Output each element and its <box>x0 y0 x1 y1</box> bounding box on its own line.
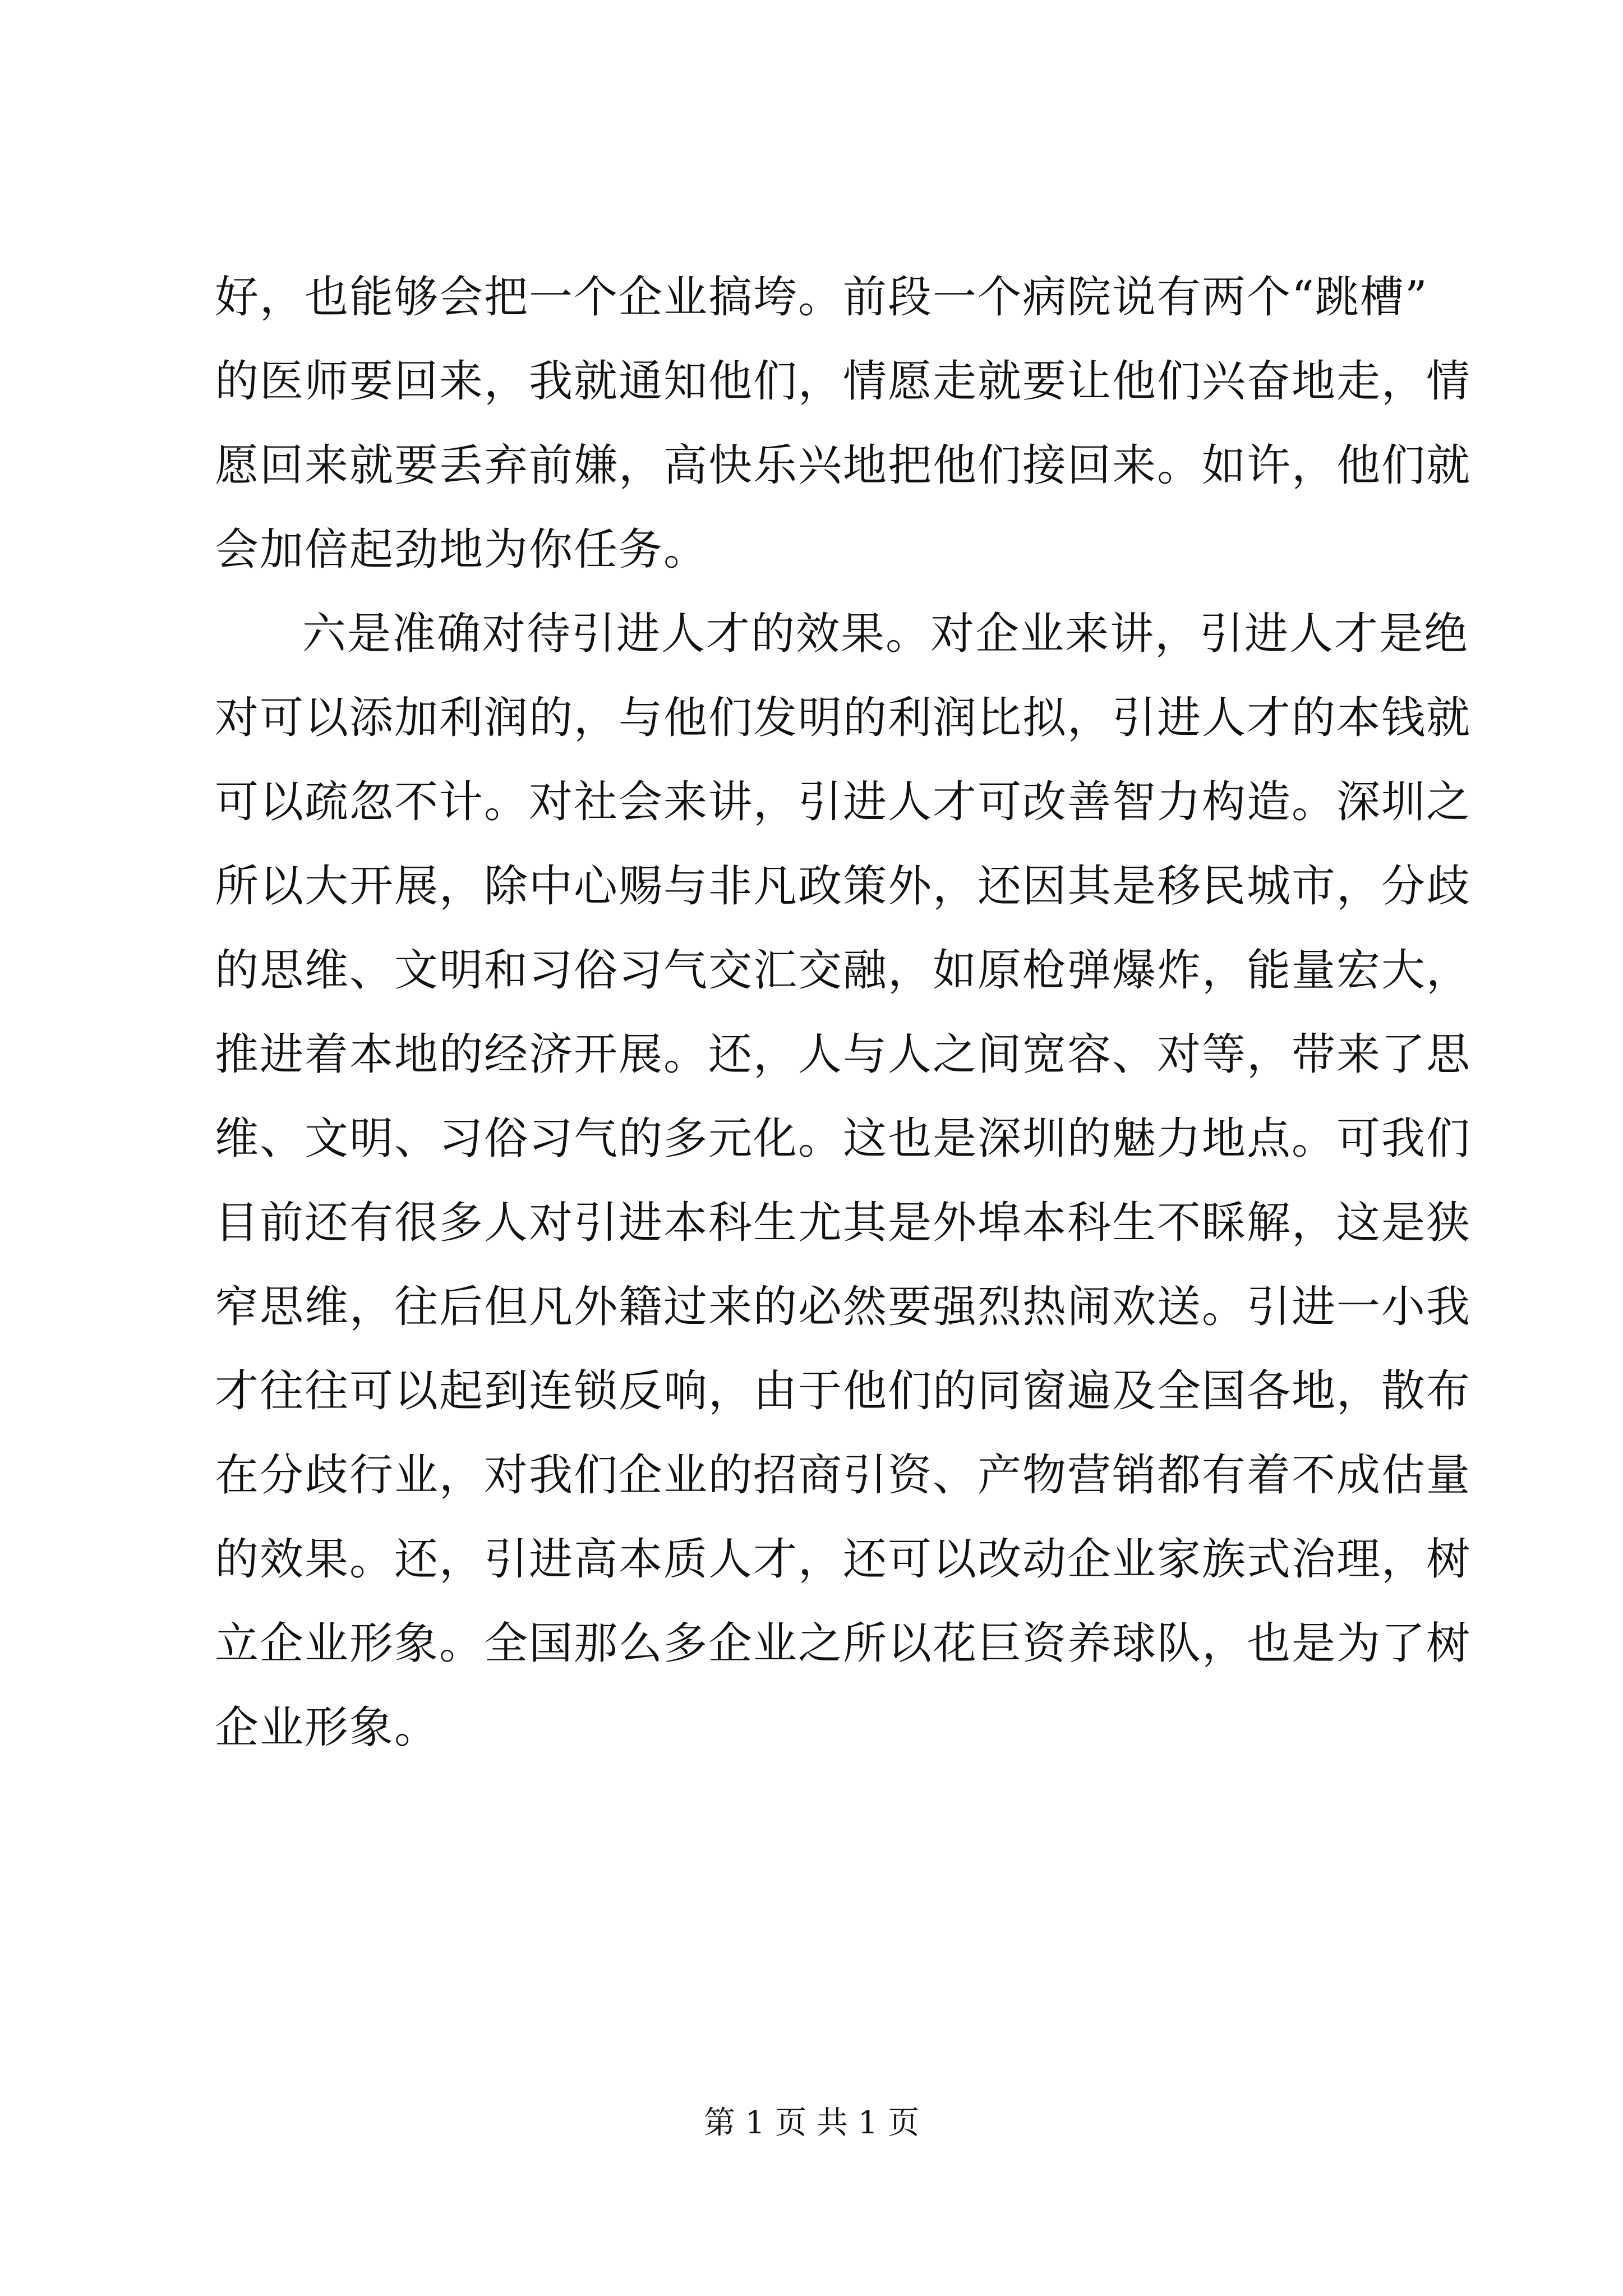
paragraph-line: 推进着本地的经济开展。还，人与人之间宽容、对等，带来了思 <box>215 1029 1472 1080</box>
paragraph-line: 窄思维，往后但凡外籍过来的必然要强烈热闹欢送。引进一小我 <box>215 1282 1472 1332</box>
paragraph-line: 会加倍起劲地为你任务。 <box>215 524 709 575</box>
paragraph-line: 才往往可以起到连锁反响，由于他们的同窗遍及全国各地，散布 <box>215 1366 1472 1416</box>
paragraph-1 <box>215 255 1472 592</box>
paragraph-2 <box>215 592 1472 1770</box>
paragraph-line: 可以疏忽不计。对社会来讲，引进人才可改善智力构造。深圳之 <box>215 777 1472 827</box>
paragraph-line: 在分歧行业，对我们企业的招商引资、产物营销都有着不成估量 <box>215 1450 1472 1501</box>
paragraph-line: 愿回来就要丢弃前嫌，高快乐兴地把他们接回来。如许，他们就 <box>215 440 1472 491</box>
paragraph-line: 的医师要回来，我就通知他们，情愿走就要让他们兴奋地走，情 <box>215 356 1472 407</box>
paragraph-line: 六是准确对待引进人才的效果。对企业来讲，引进人才是绝 <box>302 609 1469 659</box>
paragraph-line: 的效果。还，引进高本质人才，还可以改动企业家族式治理，树 <box>215 1534 1472 1585</box>
paragraph-line: 的思维、文明和习俗习气交汇交融，如原枪弹爆炸，能量宏大， <box>215 945 1472 996</box>
paragraph-line: 立企业形象。全国那么多企业之所以花巨资养球队，也是为了树 <box>215 1618 1472 1669</box>
paragraph-line: 好，也能够会把一个企业搞垮。前段一个病院说有两个“跳槽” <box>215 272 1428 323</box>
page-number-footer: 第 1 页 共 1 页 <box>703 2105 920 2141</box>
paragraph-line: 所以大开展，除中心赐与非凡政策外，还因其是移民城市，分歧 <box>215 861 1472 912</box>
paragraph-line: 目前还有很多人对引进本科生尤其是外埠本科生不睬解，这是狭 <box>215 1198 1472 1248</box>
document-body <box>215 255 1472 1770</box>
paragraph-line: 对可以添加利润的，与他们发明的利润比拟，引进人才的本钱就 <box>215 693 1472 743</box>
paragraph-line: 维、文明、习俗习气的多元化。这也是深圳的魅力地点。可我们 <box>215 1114 1472 1164</box>
paragraph-line: 企业形象。 <box>215 1703 440 1753</box>
